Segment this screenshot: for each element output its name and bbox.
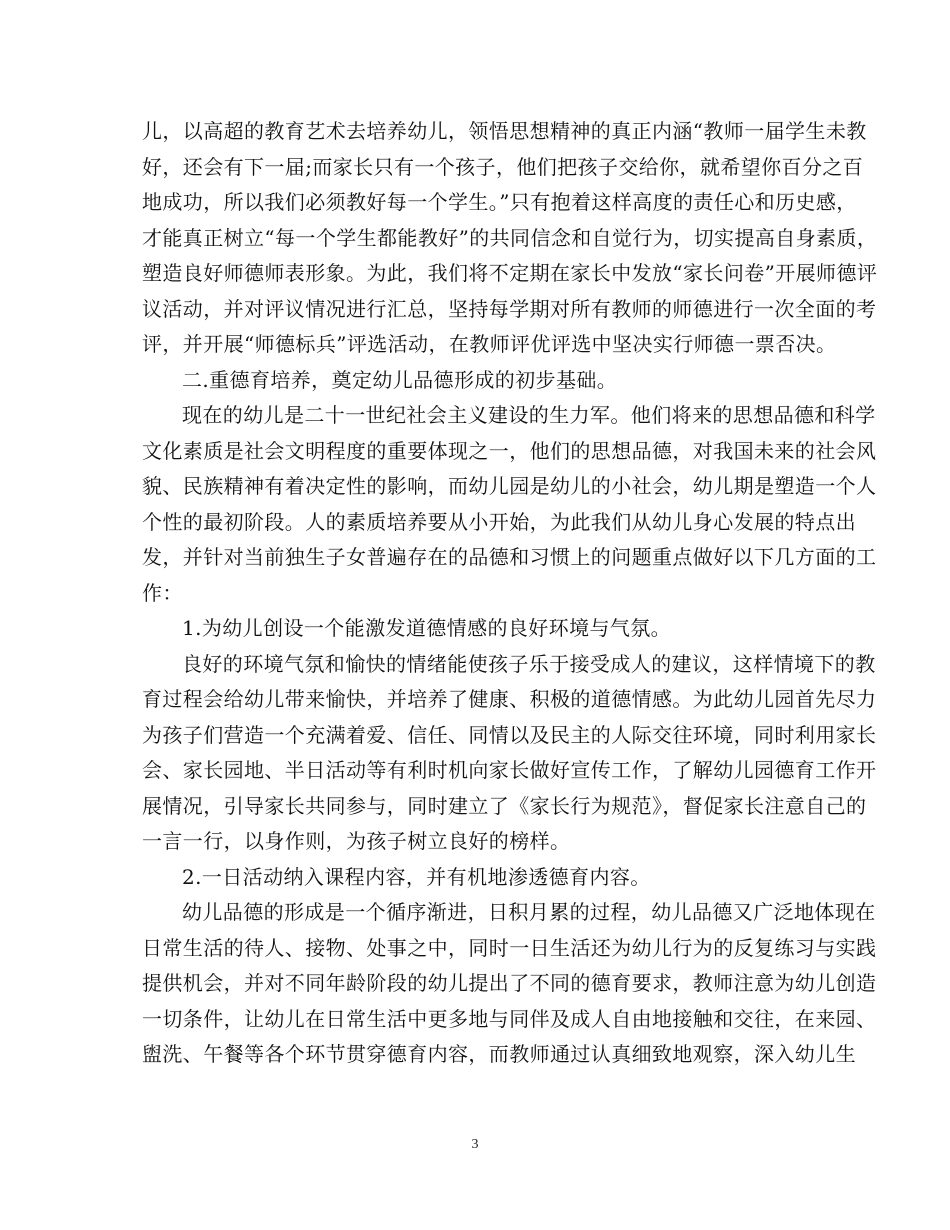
text-line: 评，并开展“师德标兵”评选活动，在教师评优评选中坚决实行师德一票否决。 <box>142 332 837 356</box>
text-line: 1.为幼儿创设一个能激发道德情感的良好环境与气氛。 <box>182 616 672 640</box>
text-line: 幼儿品德的形成是一个循序渐进，日积月累的过程，幼儿品德又广泛地体现在 <box>182 900 876 924</box>
text-line: 儿，以高超的教育艺术去培养幼儿，领悟思想精神的真正内涵“教师一届学生未教 <box>142 119 867 143</box>
text-line: 才能真正树立“每一个学生都能教好”的共同信念和自觉行为，切实提高自身素质， <box>142 225 878 250</box>
text-line: 为孩子们营造一个充满着爱、信任、同情以及民主的人际交往环境，同时利用家长 <box>142 722 877 747</box>
text-line: 现在的幼儿是二十一世纪社会主义建设的生力军。他们将来的思想品德和科学 <box>182 403 876 427</box>
text-line: 一言一行，以身作则，为孩子树立良好的榜样。 <box>142 829 571 853</box>
paragraph <box>142 860 810 896</box>
text-line: 二.重德育培养，奠定幼儿品德形成的初步基础。 <box>182 367 618 392</box>
text-line: 作： <box>142 580 183 605</box>
paragraph <box>142 363 810 399</box>
paragraph <box>142 895 877 1073</box>
text-line: 提供机会，并对不同年龄阶段的幼儿提出了不同的德育要求，教师注意为幼儿创造 <box>142 971 877 995</box>
text-line: 好，还会有下一届;而家长只有一个孩子，他们把孩子交给你，就希望你百分之百 <box>142 154 864 179</box>
text-line: 发，并针对当前独生子女普遍存在的品德和习惯上的问题重点做好以下几方面的工 <box>142 545 877 569</box>
document-body <box>142 114 878 1073</box>
text-line: 塑造良好师德师表形象。为此，我们将不定期在家长中发放“家长问卷”开展师德评 <box>142 261 878 285</box>
paragraph <box>142 398 877 611</box>
page-number: 3 <box>471 1137 479 1152</box>
text-line: 议活动，并对评议情况进行汇总，坚持每学期对所有教师的师德进行一次全面的考 <box>142 296 877 321</box>
paragraph <box>142 647 877 860</box>
text-line: 会、家长园地、半日活动等有利时机向家长做好宣传工作，了解幼儿园德育工作开 <box>142 758 877 782</box>
text-line: 文化素质是社会文明程度的重要体现之一，他们的思想品德，对我国未来的社会风 <box>142 438 877 463</box>
text-line: 育过程会给幼儿带来愉快，并培养了健康、积极的道德情感。为此幼儿园首先尽力 <box>142 687 877 711</box>
text-line: 盥洗、午餐等各个环节贯穿德育内容，而教师通过认真细致地观察，深入幼儿生 <box>142 1042 856 1066</box>
text-line: 2.一日活动纳入课程内容，并有机地渗透德育内容。 <box>182 864 651 889</box>
paragraph <box>142 114 878 363</box>
text-line: 个性的最初阶段。人的素质培养要从小开始，为此我们从幼儿身心发展的特点出 <box>142 509 856 534</box>
text-line: 地成功，所以我们必须教好每一个学生。”只有抱着这样高度的责任心和历史感， <box>142 190 857 214</box>
paragraph <box>142 611 810 647</box>
text-line: 良好的环境气氛和愉快的情绪能使孩子乐于接受成人的建议，这样情境下的教 <box>182 651 876 676</box>
text-line: 貌、民族精神有着决定性的影响，而幼儿园是幼儿的小社会，幼儿期是塑造一个人 <box>142 474 877 498</box>
text-line: 展情况，引导家长共同参与，同时建立了《家长行为规范》，督促家长注意自己的 <box>142 793 867 818</box>
text-line: 一切条件，让幼儿在日常生活中更多地与同伴及成人自由地接触和交往，在来园、 <box>142 1006 877 1031</box>
text-line: 日常生活的待人、接物、处事之中，同时一日生活还为幼儿行为的反复练习与实践 <box>142 935 877 960</box>
